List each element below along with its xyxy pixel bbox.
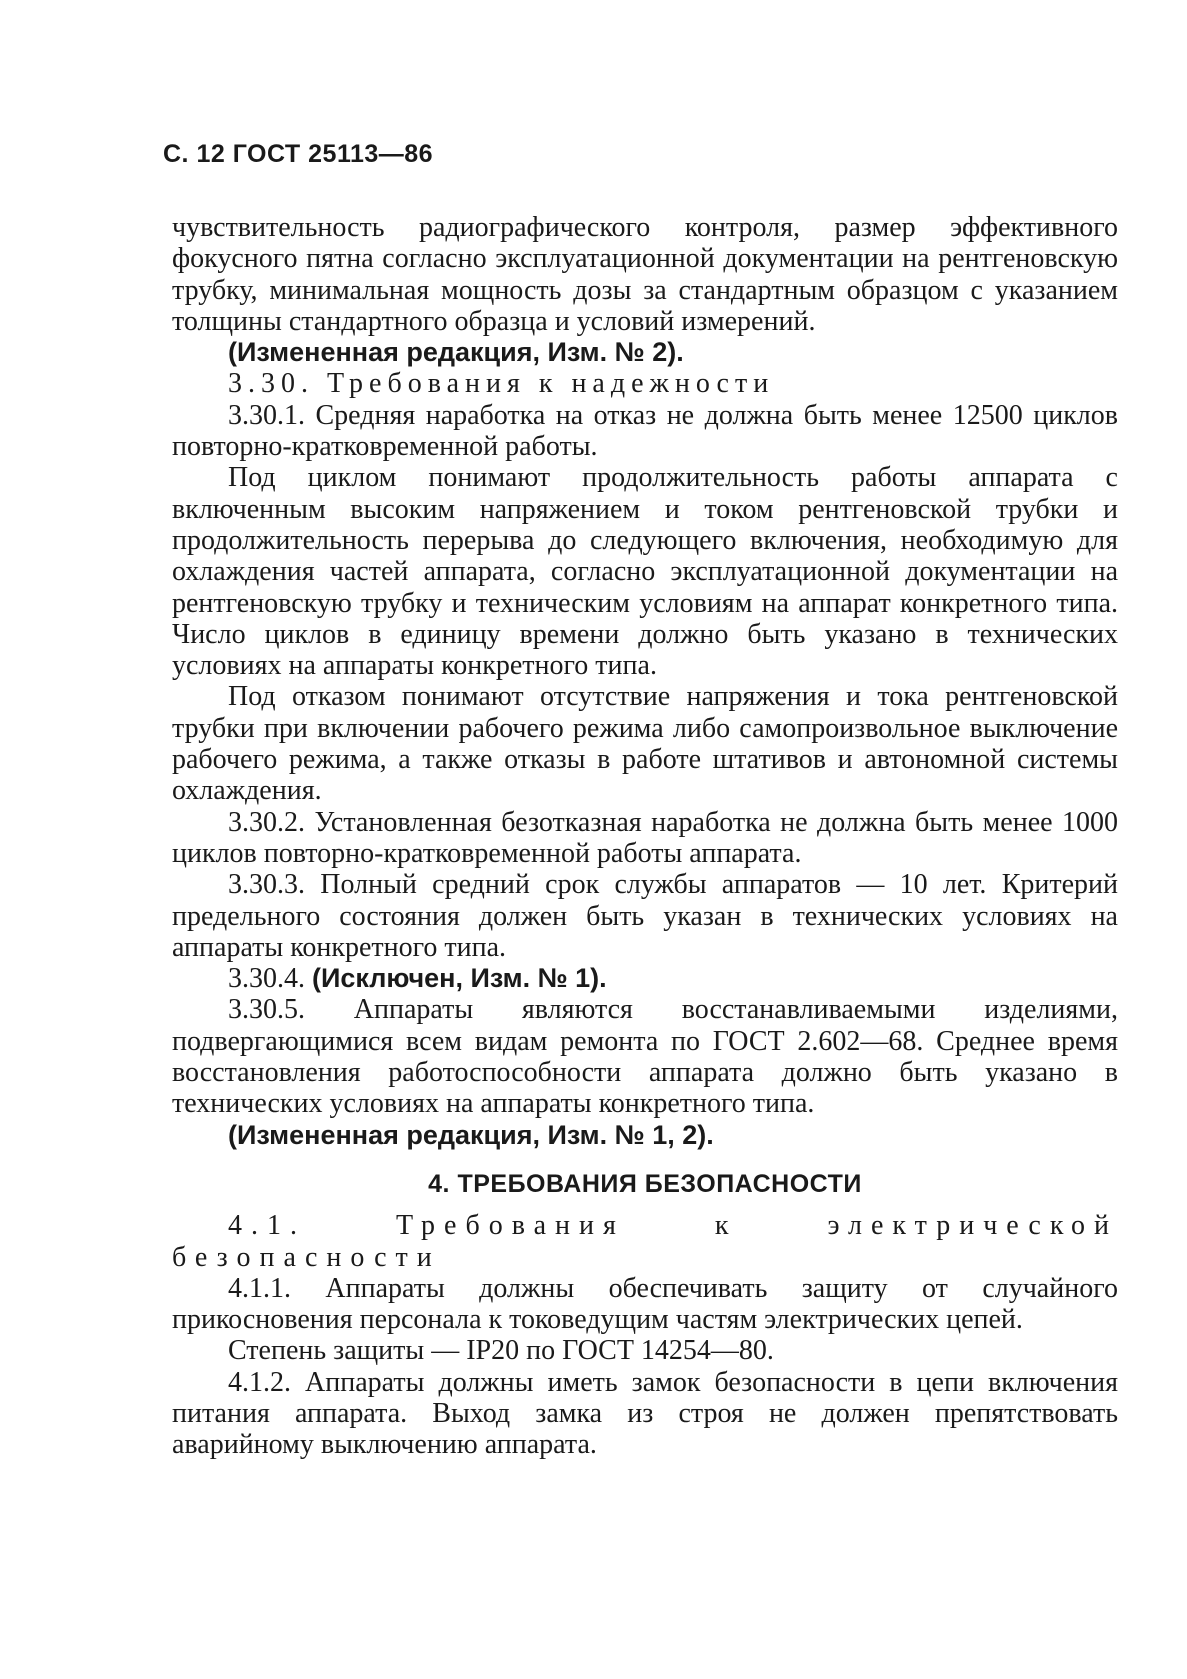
paragraph: 3.30.1. Средняя наработка на отказ не должна быть менее 12500 циклов повторно-кратковременной работы. bbox=[172, 399, 1118, 463]
paragraph: 3.30.5. Аппараты являются восстанавливаемыми изделиями, подвергающимися всем видам ремонта по ГОСТ 2.602—68. Среднее время восстановления работоспособности аппарата должно быть указано в технических условиях на аппараты конкретного типа. bbox=[172, 994, 1118, 1120]
paragraph: 4.1.2. Аппараты должны иметь замок безопасности в цепи включения питания аппарата. Выход замка из строя не должен препятствовать аварийному выключению аппарата. bbox=[172, 1366, 1118, 1461]
subsection-title: 4.1. Требования к электрической безопасности bbox=[172, 1210, 1118, 1273]
paragraph: Под отказом понимают отсутствие напряжения и тока рентгеновской трубки при включении рабочего режима либо самопроизвольное выключение рабочего режима, а также отказы в работе штативов и автономной системы охлаждения. bbox=[172, 681, 1118, 807]
paragraph bbox=[172, 963, 1118, 994]
subsection-title: 3.30. Требования к надежности bbox=[228, 368, 775, 400]
paragraph: 3.30.2. Установленная безотказная наработка не должна быть менее 1000 циклов повторно-кратковременной работы аппарата. bbox=[172, 806, 1118, 869]
document-body bbox=[172, 212, 1118, 1461]
paragraph: 3.30.3. Полный средний срок службы аппаратов — 10 лет. Критерий предельного состояния должен быть указан в технических условиях на аппараты конкретного типа. bbox=[172, 869, 1118, 963]
paragraph: Степень защиты — IP20 по ГОСТ 14254—80. bbox=[228, 1335, 774, 1367]
amendment-note: (Измененная редакция, Изм. № 1, 2). bbox=[228, 1119, 714, 1150]
page-header: С. 12 ГОСТ 25113—86 bbox=[163, 140, 434, 168]
amendment-note: (Измененная редакция, Изм. № 2). bbox=[228, 337, 684, 368]
paragraph-number: 3.30.4. bbox=[228, 963, 312, 995]
paragraph: чувствительность радиографического контроля, размер эффективного фокусного пятна согласно эксплуатационной документации на рентгеновскую трубку, минимальная мощность дозы за стандартным образцом с указанием толщины стандартного образца и условий измерений. bbox=[172, 212, 1118, 337]
excluded-note: (Исключен, Изм. № 1). bbox=[312, 963, 607, 994]
paragraph: 4.1.1. Аппараты должны обеспечивать защиту от случайного прикосновения персонала к токоведущим частям электрических цепей. bbox=[172, 1272, 1118, 1336]
paragraph: Под циклом понимают продолжительность работы аппарата с включенным высоким напряжением и током рентгеновской трубки и продолжительность перерыва до следующего включения, необходимую для охлаждения частей аппарата, согласно эксплуатационной документации на рентгеновскую трубку и техническим условиям на аппарат конкретного типа. Число циклов в единицу времени должно быть указано в технических условиях на аппараты конкретного типа. bbox=[172, 462, 1118, 682]
section-heading: 4. ТРЕБОВАНИЯ БЕЗОПАСНОСТИ bbox=[428, 1169, 862, 1198]
